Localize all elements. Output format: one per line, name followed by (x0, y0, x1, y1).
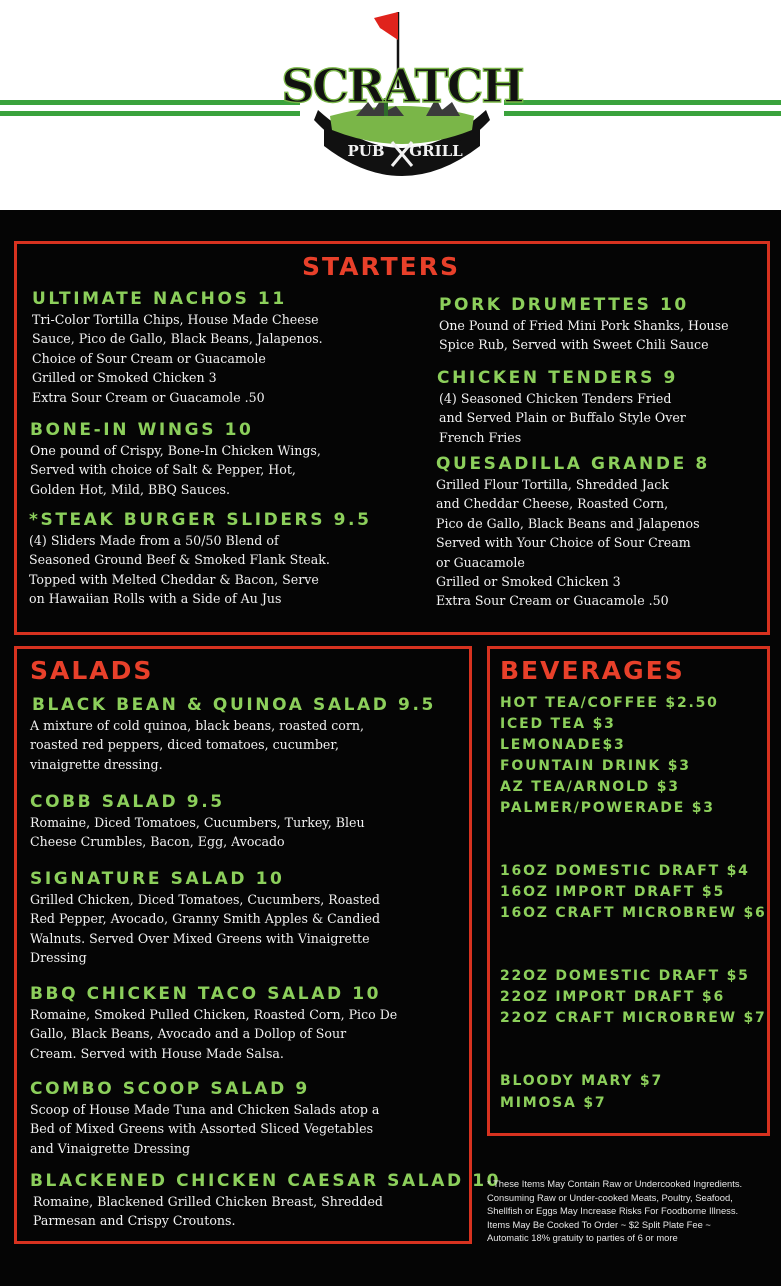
item-desc: Walnuts. Served Over Mixed Greens with Vinaigrette (30, 930, 370, 946)
disclaimer-line: Consuming Raw or Under-cooked Meats, Poultry, Seafood, (487, 1191, 733, 1203)
item-desc: (4) Seasoned Chicken Tenders Fried (439, 391, 672, 406)
item-desc: Choice of Sour Cream or Guacamole (32, 350, 266, 366)
right-stripe (504, 111, 781, 116)
flag-icon (374, 12, 398, 40)
item-name: BONE-IN WINGS 10 (30, 420, 254, 440)
item-desc: Grilled or Smoked Chicken 3 (32, 370, 217, 386)
menu-item (30, 868, 380, 968)
beverage-item: 22OZ DOMESTIC DRAFT $5 (500, 968, 750, 984)
item-desc: Romaine, Diced Tomatoes, Cucumbers, Turkey, Bleu (30, 815, 365, 830)
menu-item (437, 367, 686, 447)
menu-item (30, 791, 365, 852)
item-desc: Pico de Gallo, Black Beans and Jalapenos (436, 515, 700, 531)
item-name: ULTIMATE NACHOS 11 (32, 289, 287, 309)
menu-item (30, 419, 321, 499)
menu-item (29, 509, 372, 609)
item-desc: Tri-Color Tortilla Chips, House Made Cheese (32, 312, 319, 327)
beverage-item: MIMOSA $7 (500, 1095, 607, 1111)
menu-item (32, 694, 436, 774)
item-desc: A mixture of cold quinoa, black beans, roasted corn, (30, 718, 365, 733)
beverage-item: BLOODY MARY $7 (500, 1073, 663, 1089)
menu-item (436, 453, 710, 611)
starters-title: STARTERS (302, 252, 460, 281)
beverage-item: 16OZ IMPORT DRAFT $5 (500, 884, 725, 900)
item-name: BLACK BEAN & QUINOA SALAD 9.5 (32, 695, 436, 715)
item-desc: Served with Your Choice of Sour Cream (436, 535, 691, 551)
item-desc: Romaine, Blackened Grilled Chicken Breast, Shredded (33, 1194, 383, 1209)
beverage-item: 22OZ IMPORT DRAFT $6 (500, 989, 725, 1005)
item-desc: Grilled or Smoked Chicken 3 (436, 574, 621, 590)
item-desc: Dressing (30, 950, 87, 966)
menu-item (30, 1170, 501, 1231)
item-desc: Scoop of House Made Tuna and Chicken Salads atop a (30, 1102, 380, 1117)
item-name: BBQ CHICKEN TACO SALAD 10 (30, 984, 382, 1004)
item-desc: French Fries (439, 429, 522, 445)
item-name: CHICKEN TENDERS 9 (437, 368, 678, 388)
item-desc: Bed of Mixed Greens with Assorted Sliced Vegetables (30, 1121, 374, 1137)
item-desc: (4) Sliders Made from a 50/50 Blend of (29, 533, 279, 548)
item-desc: Cheese Crumbles, Bacon, Egg, Avocado (30, 834, 285, 850)
item-name: COBB SALAD 9.5 (30, 792, 225, 812)
item-name: BLACKENED CHICKEN CAESAR SALAD 10 (30, 1171, 502, 1191)
salads-title: SALADS (30, 656, 154, 685)
menu-header (0, 0, 781, 210)
menu-item (439, 294, 729, 355)
beverage-item: HOT TEA/COFFEE $2.50 (500, 695, 719, 711)
disclaimer-line: Items May Be Cooked To Order ~ $2 Split Plate Fee ~ (487, 1218, 711, 1230)
beverage-item: LEMONADE$3 (500, 737, 626, 753)
item-desc: Seasoned Ground Beef & Smoked Flank Steak. (29, 552, 330, 568)
item-desc: Gallo, Black Beans, Avocado and a Dollop of Sour (30, 1026, 347, 1042)
item-desc: Grilled Chicken, Diced Tomatoes, Cucumbers, Roasted (30, 892, 380, 907)
disclaimer-line: * These Items May Contain Raw or Undercooked Ingredients. (487, 1178, 743, 1189)
beverages-title: BEVERAGES (500, 656, 685, 685)
left-stripe (0, 111, 300, 116)
item-desc: and Served Plain or Buffalo Style Over (439, 410, 686, 426)
beverage-item: PALMER/POWERADE $3 (500, 800, 715, 816)
menu-item (30, 1078, 379, 1158)
scratch-logo (281, 6, 523, 190)
item-name: *STEAK BURGER SLIDERS 9.5 (29, 510, 372, 530)
item-desc: or Guacamole (436, 554, 525, 570)
item-desc: Served with choice of Salt & Pepper, Hot, (30, 462, 296, 478)
logo-title: SCRATCH (281, 59, 523, 113)
right-stripe (504, 100, 781, 105)
menu-item (30, 983, 397, 1063)
beverage-item: 16OZ DOMESTIC DRAFT $4 (500, 863, 750, 879)
item-name: SIGNATURE SALAD 10 (30, 869, 285, 889)
item-desc: Extra Sour Cream or Guacamole .50 (436, 593, 669, 609)
item-desc: Topped with Melted Cheddar & Bacon, Serve (29, 571, 319, 587)
left-stripe (0, 100, 300, 105)
item-desc: roasted red peppers, diced tomatoes, cucumber, (30, 737, 340, 753)
item-desc: Golden Hot, Mild, BBQ Sauces. (30, 481, 231, 497)
item-desc: on Hawaiian Rolls with a Side of Au Jus (29, 591, 282, 607)
beverage-item: ICED TEA $3 (500, 716, 616, 732)
beverage-item: AZ TEA/ARNOLD $3 (500, 779, 680, 795)
item-desc: Red Pepper, Avocado, Granny Smith Apples & Candied (30, 911, 381, 927)
beverage-item: FOUNTAIN DRINK $3 (500, 758, 691, 774)
item-desc: Sauce, Pico de Gallo, Black Beans, Jalapenos. (32, 331, 323, 347)
item-desc: and Vinaigrette Dressing (30, 1140, 191, 1156)
item-desc: Spice Rub, Served with Sweet Chili Sauce (439, 337, 709, 353)
item-desc: Romaine, Smoked Pulled Chicken, Roasted Corn, Pico De (30, 1007, 398, 1022)
disclaimer-line: Automatic 18% gratuity to parties of 6 or more (487, 1232, 678, 1244)
disclaimer (487, 1177, 772, 1245)
item-name: COMBO SCOOP SALAD 9 (30, 1079, 310, 1099)
item-desc: Grilled Flour Tortilla, Shredded Jack (436, 477, 669, 492)
beverage-item: 22OZ CRAFT MICROBREW $7 (500, 1010, 767, 1026)
logo-pub: PUB (347, 142, 385, 160)
item-desc: One pound of Crispy, Bone-In Chicken Wings, (30, 443, 321, 458)
item-desc: and Cheddar Cheese, Roasted Corn, (436, 496, 669, 512)
item-name: QUESADILLA GRANDE 8 (436, 454, 710, 474)
menu-item (32, 288, 323, 407)
item-desc: Cream. Served with House Made Salsa. (30, 1045, 284, 1061)
item-desc: Parmesan and Crispy Croutons. (33, 1213, 236, 1229)
logo-grill: GRILL (409, 142, 463, 160)
item-desc: vinaigrette dressing. (30, 756, 163, 772)
item-desc: Extra Sour Cream or Guacamole .50 (32, 389, 265, 405)
item-desc: One Pound of Fried Mini Pork Shanks, House (439, 318, 729, 333)
disclaimer-line: Shellfish or Eggs May Increase Risks For Foodborne Illness. (487, 1205, 739, 1217)
beverage-item: 16OZ CRAFT MICROBREW $6 (500, 905, 767, 921)
item-name: PORK DRUMETTES 10 (439, 295, 689, 315)
